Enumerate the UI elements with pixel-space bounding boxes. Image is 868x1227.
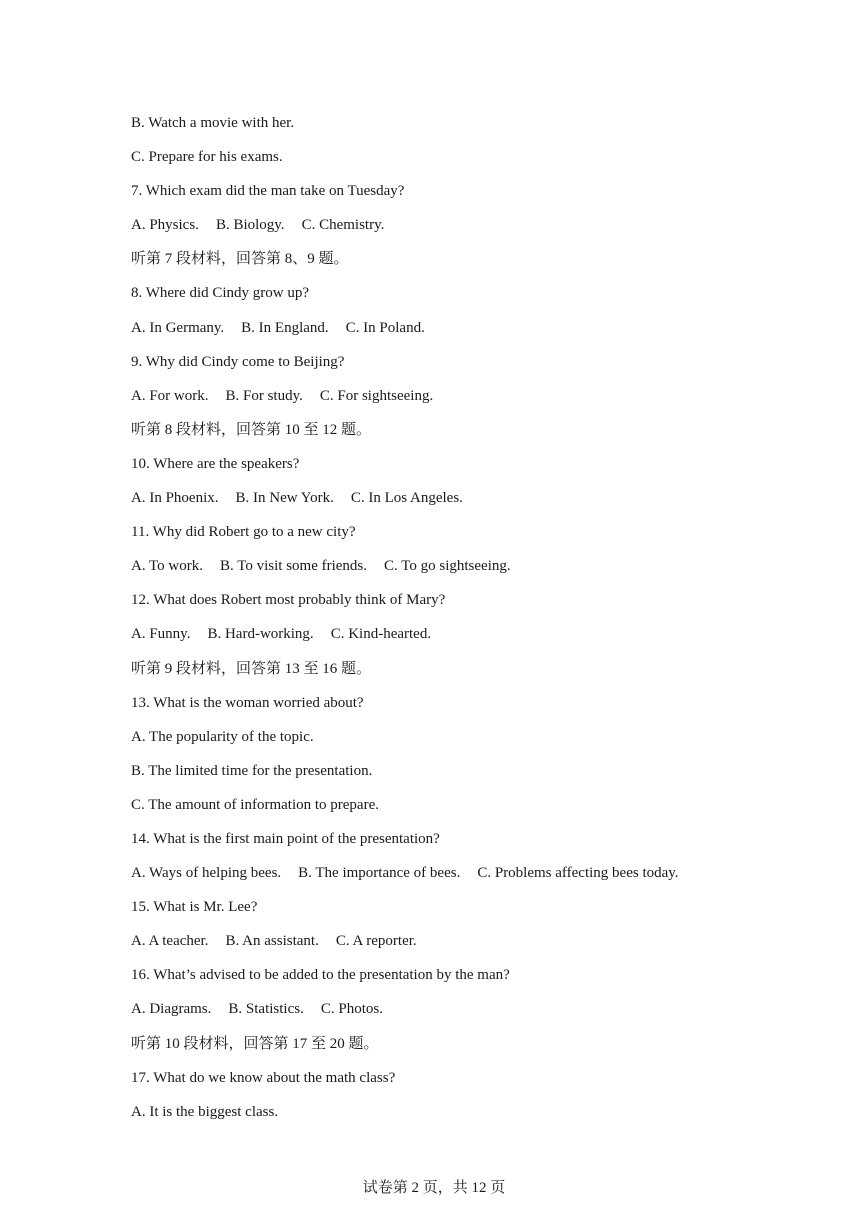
question-text: 14. What is the first main point of the presentation? (131, 830, 440, 847)
answer-option: C. Prepare for his exams. (131, 149, 283, 166)
question-text: 10. Where are the speakers? (131, 455, 300, 472)
answer-option: C. A reporter. (335, 933, 417, 950)
question-text: 12. What does Robert most probably think of Mary? (131, 592, 446, 609)
answer-option: A. Physics. (131, 217, 199, 234)
question-text: 9. Why did Cindy come to Beijing? (131, 353, 345, 370)
section-instruction: 听第 7 段材料，回答第 8、9 题。 (131, 251, 349, 268)
answer-option: C. In Los Angeles. (350, 490, 463, 507)
answer-option: B. To visit some friends. (220, 558, 368, 575)
answer-option: A. It is the biggest class. (131, 1103, 279, 1120)
answer-options-row (131, 214, 831, 248)
answer-option: B. Statistics. (228, 1001, 304, 1018)
answer-options-row (131, 930, 831, 964)
answer-option: B. For study. (225, 387, 303, 404)
answer-option: B. Hard-working. (207, 626, 314, 643)
answer-options-row (131, 623, 831, 657)
answer-option: C. Kind-hearted. (330, 626, 432, 643)
answer-option: B. In New York. (235, 490, 334, 507)
answer-option: A. A teacher. (131, 933, 209, 950)
page-footer: 试卷第 2 页，共 12 页 (362, 1180, 506, 1196)
answer-option: A. Ways of helping bees. (131, 865, 282, 882)
answer-option: C. The amount of information to prepare. (131, 796, 379, 813)
answer-option: B. The importance of bees. (298, 865, 461, 882)
question-text: 11. Why did Robert go to a new city? (131, 524, 356, 541)
answer-option: B. An assistant. (225, 933, 319, 950)
answer-option: A. In Phoenix. (131, 490, 219, 507)
answer-option: C. Chemistry. (301, 217, 385, 234)
section-instruction: 听第 9 段材料，回答第 13 至 16 题。 (131, 660, 372, 677)
answer-option: A. The popularity of the topic. (131, 728, 314, 745)
answer-option: C. To go sightseeing. (384, 558, 511, 575)
answer-option: B. Watch a movie with her. (131, 115, 295, 131)
answer-option: C. For sightseeing. (319, 387, 434, 404)
question-text: 15. What is Mr. Lee? (131, 899, 258, 916)
answer-options-row (131, 317, 831, 351)
question-text: 16. What’s advised to be added to the presentation by the man? (131, 967, 510, 984)
section-instruction: 听第 8 段材料，回答第 10 至 12 题。 (131, 421, 372, 438)
answer-option: A. To work. (131, 558, 204, 575)
answer-options-row (131, 998, 831, 1032)
answer-option: B. Biology. (215, 217, 285, 234)
answer-options-row (131, 862, 831, 896)
question-text: 17. What do we know about the math class? (131, 1069, 396, 1086)
answer-options-row (131, 555, 831, 589)
answer-options-row (131, 385, 831, 419)
answer-option: C. In Poland. (345, 319, 425, 336)
answer-option: C. Problems affecting bees today. (477, 865, 679, 882)
answer-option: A. In Germany. (131, 319, 225, 336)
section-instruction: 听第 10 段材料，回答第 17 至 20 题。 (131, 1035, 379, 1052)
answer-option: B. In England. (241, 319, 329, 336)
answer-option: A. For work. (131, 387, 209, 404)
answer-option: B. The limited time for the presentation. (131, 762, 373, 779)
answer-options-row (131, 487, 831, 521)
answer-option: C. Photos. (320, 1001, 383, 1018)
answer-option: A. Funny. (131, 626, 191, 643)
question-text: 13. What is the woman worried about? (131, 694, 364, 711)
question-text: 7. Which exam did the man take on Tuesday? (131, 183, 405, 200)
question-text: 8. Where did Cindy grow up? (131, 285, 310, 302)
question-list (131, 112, 831, 1135)
answer-option: A. Diagrams. (131, 1001, 212, 1018)
